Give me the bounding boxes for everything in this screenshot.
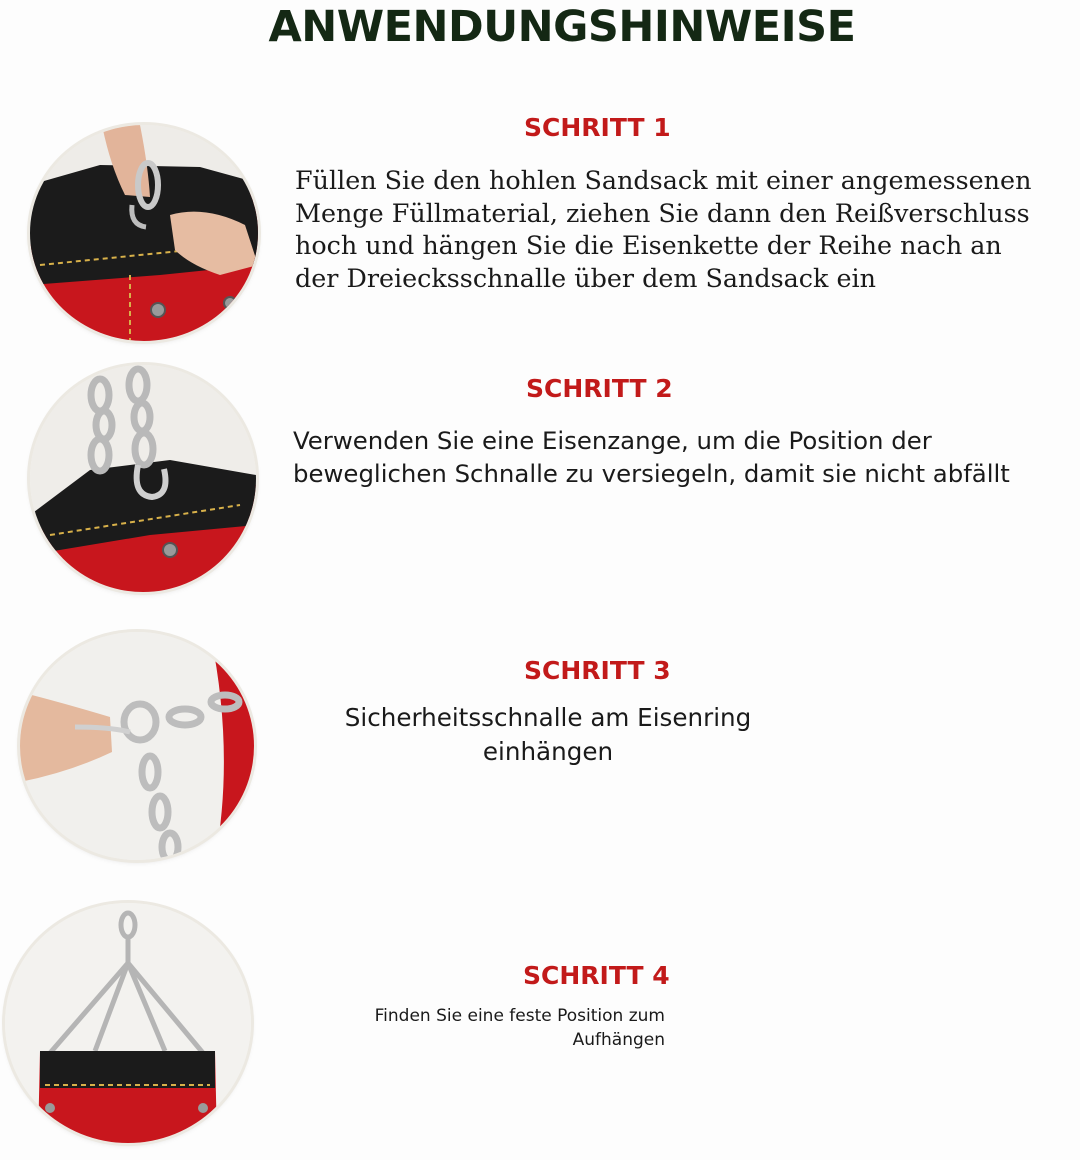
step-4-image [5, 903, 251, 1143]
step-4-description: Finden Sie eine feste Position zum Aufhängen [374, 1006, 665, 1050]
step-2-description: Verwenden Sie eine Eisenzange, um die Position der beweglichen Schnalle zu versiegeln, damit sie nicht abfällt [293, 426, 1010, 488]
chain-on-buckle-photo-icon [30, 365, 256, 592]
step-2-label: SCHRITT 2 [526, 374, 673, 403]
hand-attaching-hook-photo-icon [30, 125, 258, 341]
step-1-image [30, 125, 258, 341]
hanging-punching-bag-photo-icon [5, 903, 251, 1143]
step-3-label: SCHRITT 3 [524, 656, 671, 685]
step-1-label: SCHRITT 1 [524, 113, 671, 142]
step-2-image [30, 365, 256, 592]
step-4-label: SCHRITT 4 [523, 961, 670, 990]
step-1-description: Füllen Sie den hohlen Sandsack mit einer angemessenen Menge Füllmaterial, ziehen Sie dann den Reißverschluss hoch und hängen Sie die Eisenkette der Reihe nach an der Dreiecksschnalle über dem Sandsack ein [295, 165, 1032, 293]
step-3-image [20, 632, 254, 860]
page-title: ANWENDUNGSHINWEISE [268, 2, 856, 52]
step-3-description: Sicherheitsschnalle am Eisenring einhängen [344, 703, 752, 766]
hand-hooking-ring-photo-icon [20, 632, 254, 860]
